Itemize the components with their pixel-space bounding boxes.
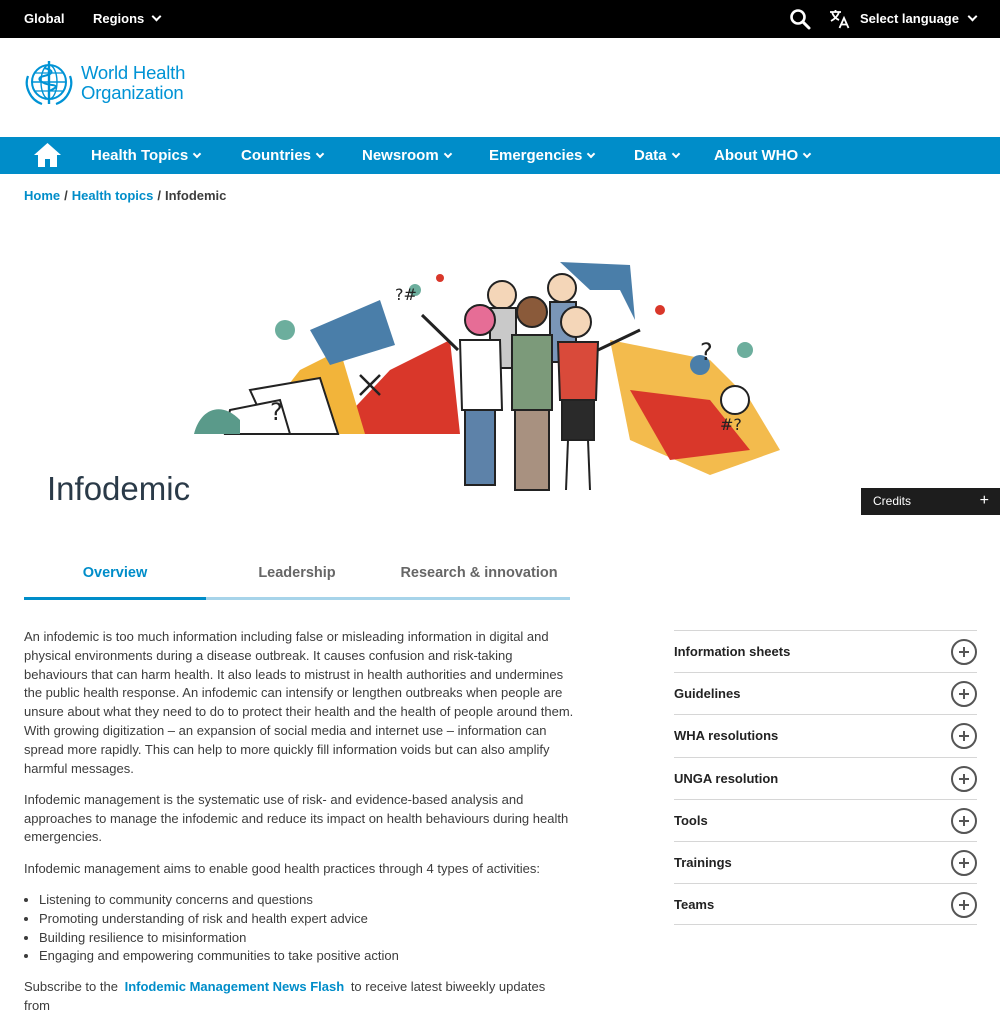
nav-item-newsroom[interactable] xyxy=(362,147,451,164)
who-logo[interactable] xyxy=(22,58,185,108)
accordion-item-information-sheets[interactable] xyxy=(674,630,977,672)
plus-circle-icon[interactable] xyxy=(951,639,977,665)
accordion-label: Trainings xyxy=(674,854,732,870)
paragraph: Infodemic management aims to enable good health practices through 4 types of activities: xyxy=(24,860,540,876)
paragraph-text: With growing digitization – an expansion of social media and internet use – information can spread more rapidly. This can help to more quickly fill information voids but can also amplify harmful messages. xyxy=(24,722,550,776)
credits-toggle[interactable] xyxy=(861,488,1000,515)
breadcrumb-home[interactable]: Home xyxy=(24,188,61,203)
breadcrumb-current: Infodemic xyxy=(165,188,227,203)
paragraph-text: An infodemic is too much information including false or misleading information in digital and physical environments during a disease outbreak. It causes confusion and risk-taking behaviours that can harm health. It also leads to mistrust in health authorities and undermines the public health response. An infodemic can intensify or lengthen outbreaks when people are unsure about what they need to do to protect their health and the health of people around them. xyxy=(24,629,574,720)
hero-illustration xyxy=(190,250,790,502)
nav-label: Data xyxy=(634,147,667,164)
nav-label: Countries xyxy=(241,147,312,164)
logo-line-1: World Health xyxy=(81,62,186,83)
nav-item-health-topics[interactable] xyxy=(91,147,200,164)
nav-item-data[interactable] xyxy=(634,147,679,164)
subscribe-paragraph xyxy=(24,978,574,1016)
who-emblem-icon xyxy=(22,58,77,108)
accordion-item-unga-resolution[interactable] xyxy=(674,757,977,799)
paragraph: Infodemic management is the systematic use of risk- and evidence-based analysis and approaches to manage the infodemic and reduce its impact on health behaviours during health emergencies. xyxy=(24,791,569,845)
subscribe-text: to receive latest biweekly updates from xyxy=(24,979,546,1014)
accordion-label: Guidelines xyxy=(674,686,741,702)
paragraph xyxy=(24,628,574,778)
tab-bar xyxy=(24,560,570,602)
svg-text:#?: #? xyxy=(720,415,742,434)
accordion-label: Teams xyxy=(674,897,715,913)
accordion-item-teams[interactable] xyxy=(674,883,977,925)
accordion-item-wha-resolutions[interactable] xyxy=(674,714,977,756)
list-item: • Engaging and empowering communities to take positive action xyxy=(39,947,574,966)
main-nav xyxy=(0,137,1000,174)
accordion-label: UNGA resolution xyxy=(674,770,779,786)
regions-label: Regions xyxy=(93,11,145,26)
tab-overview[interactable]: Overview xyxy=(82,565,148,581)
svg-text:?: ? xyxy=(270,398,283,426)
nav-label: Emergencies xyxy=(489,147,583,164)
nav-label: About WHO xyxy=(714,147,799,164)
select-language-dropdown[interactable] xyxy=(860,11,976,26)
svg-text:?: ? xyxy=(700,338,713,366)
nav-label: Newsroom xyxy=(362,147,439,164)
translate-icon[interactable] xyxy=(827,7,851,31)
list-item: • Promoting understanding of risk and health expert advice xyxy=(39,910,574,929)
plus-circle-icon[interactable] xyxy=(951,681,977,707)
chevron-down-icon xyxy=(152,12,162,22)
chevron-down-icon xyxy=(671,149,679,157)
accordion-item-tools[interactable] xyxy=(674,799,977,841)
tab-leadership[interactable]: Leadership xyxy=(258,565,336,581)
chevron-down-icon xyxy=(443,149,451,157)
chevron-down-icon xyxy=(803,149,811,157)
nav-label: Health Topics xyxy=(91,147,189,164)
svg-text:?#: ?# xyxy=(395,285,417,304)
accordion-label: WHA resolutions xyxy=(674,728,779,744)
regions-dropdown[interactable] xyxy=(93,11,160,26)
select-language-label: Select language xyxy=(860,11,959,26)
news-flash-link[interactable]: Infodemic Management News Flash xyxy=(124,979,345,995)
resources-accordion xyxy=(674,630,977,925)
search-icon[interactable] xyxy=(788,7,812,31)
chevron-down-icon xyxy=(968,12,978,22)
subscribe-text: Subscribe to the xyxy=(24,979,118,995)
tab-research-innovation[interactable]: Research & innovation xyxy=(400,565,558,581)
accordion-item-trainings[interactable] xyxy=(674,841,977,883)
main-content xyxy=(24,628,574,1028)
accordion-item-guidelines[interactable] xyxy=(674,672,977,714)
plus-circle-icon[interactable] xyxy=(951,850,977,876)
accordion-label: Information sheets xyxy=(674,644,791,659)
tab-active-indicator xyxy=(24,597,206,600)
home-icon[interactable] xyxy=(33,142,62,168)
list-item: • Building resilience to misinformation xyxy=(39,929,574,948)
plus-circle-icon[interactable] xyxy=(951,808,977,834)
nav-item-countries[interactable] xyxy=(241,147,323,164)
breadcrumb-separator: / xyxy=(157,188,161,203)
list-item: • Listening to community concerns and questions xyxy=(39,891,574,910)
nav-item-about-who[interactable] xyxy=(714,147,810,164)
breadcrumb xyxy=(24,188,226,203)
top-bar xyxy=(0,0,1000,38)
breadcrumb-health-topics[interactable]: Health topics xyxy=(71,188,154,203)
activities-list xyxy=(39,891,574,966)
plus-circle-icon[interactable] xyxy=(951,892,977,918)
global-link[interactable]: Global xyxy=(24,11,65,26)
plus-circle-icon[interactable] xyxy=(951,723,977,749)
chevron-down-icon xyxy=(587,149,595,157)
accordion-label: Tools xyxy=(674,812,708,828)
logo-line-2: Organization xyxy=(81,82,184,103)
logo-text xyxy=(81,63,185,103)
page-title: Infodemic xyxy=(47,470,191,507)
chevron-down-icon xyxy=(193,149,201,157)
plus-icon: + xyxy=(979,492,989,509)
nav-item-emergencies[interactable] xyxy=(489,147,594,164)
plus-circle-icon[interactable] xyxy=(951,766,977,792)
chevron-down-icon xyxy=(316,149,324,157)
breadcrumb-separator: / xyxy=(64,188,68,203)
credits-label: Credits xyxy=(873,494,912,508)
